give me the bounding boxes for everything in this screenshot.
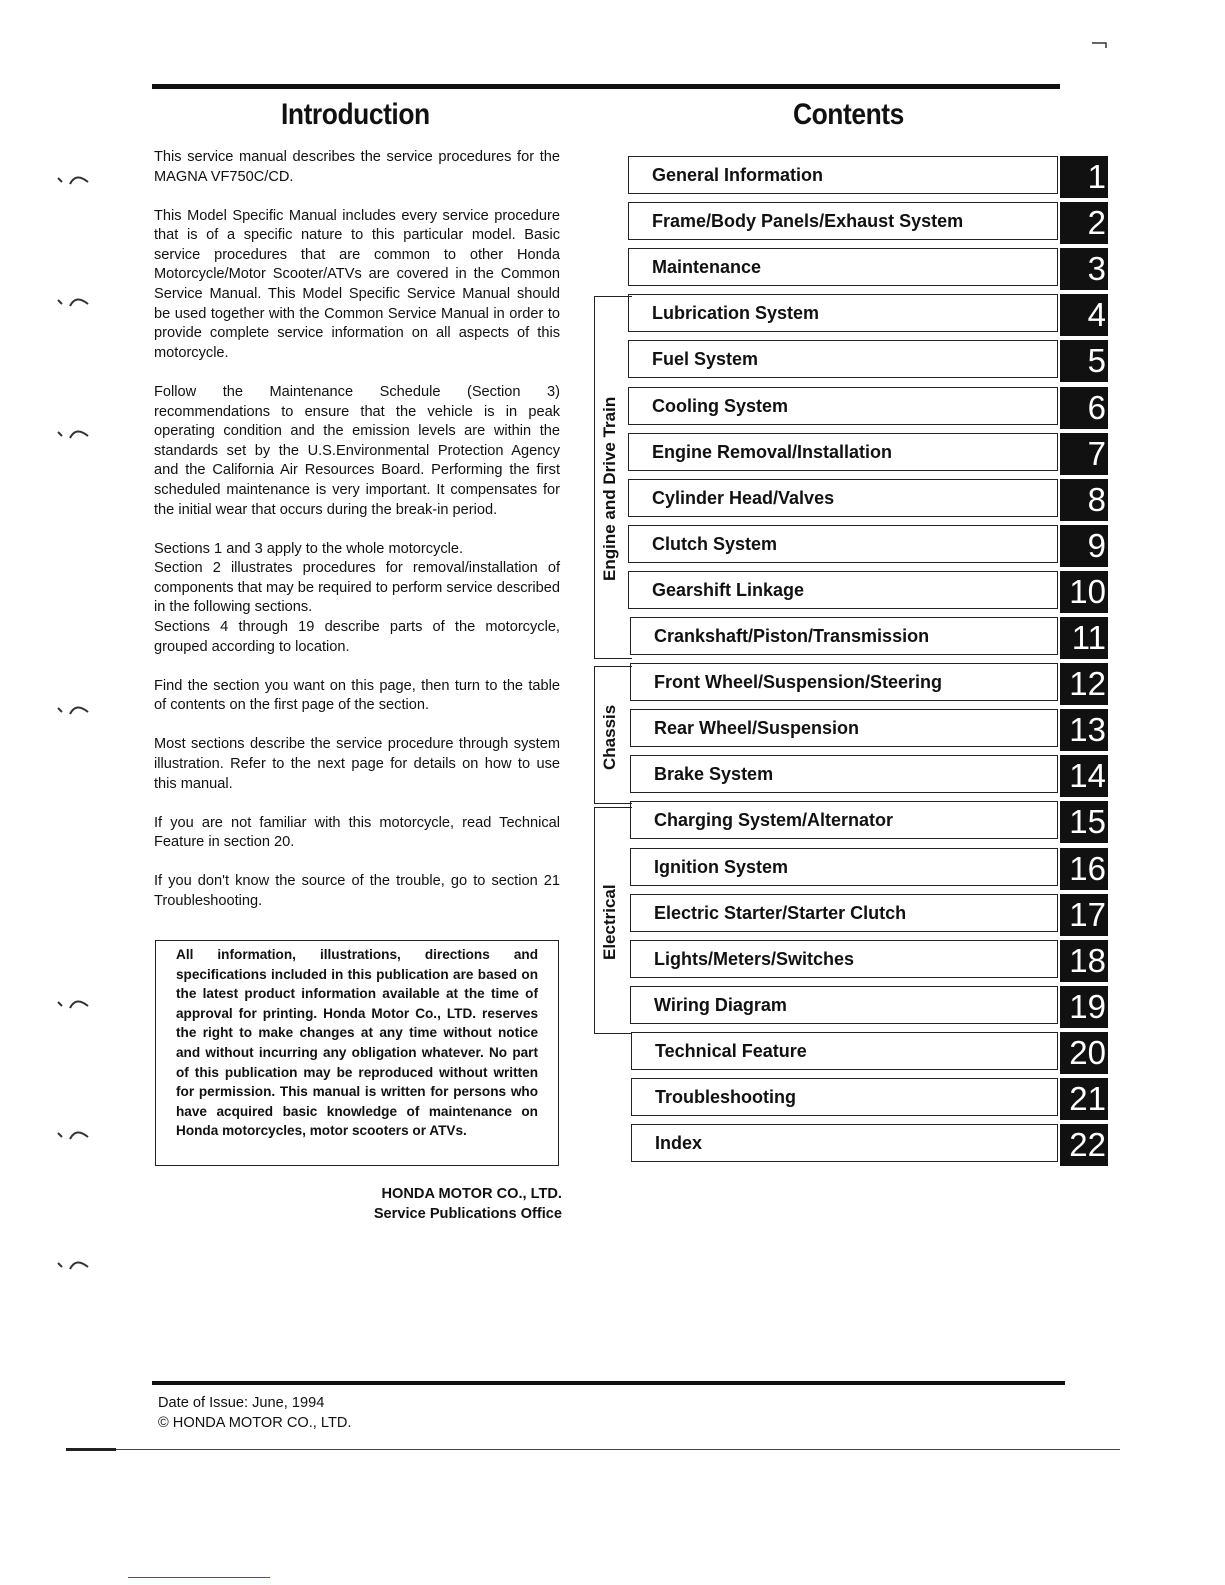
contents-item[interactable] bbox=[631, 1124, 1112, 1166]
contents-item-label: Maintenance bbox=[628, 248, 1058, 286]
contents-item[interactable] bbox=[630, 663, 1112, 705]
contents-item[interactable] bbox=[628, 156, 1112, 198]
section-number-tab: 16 bbox=[1060, 848, 1108, 890]
binding-mark-icon bbox=[56, 700, 90, 718]
group-label-electrical: Electrical bbox=[600, 884, 619, 960]
section-number-tab: 19 bbox=[1060, 986, 1108, 1028]
contents-item[interactable] bbox=[628, 340, 1112, 382]
footer-rule-accent bbox=[66, 1448, 116, 1451]
issue-date: Date of Issue: June, 1994 bbox=[158, 1395, 325, 1411]
footer bbox=[158, 1393, 351, 1433]
intro-paragraph: Section 2 illustrates procedures for removal/installation of components that may be required to perform service described in the following sections. bbox=[154, 560, 560, 616]
contents-item-label: Brake System bbox=[630, 755, 1058, 793]
publisher-office: Service Publications Office bbox=[373, 1206, 562, 1222]
intro-paragraph: This Model Specific Manual includes every service procedure that is of a specific nature to this particular model. Basic service procedures that are common to other Honda Motorcycle/Motor Scooter/ATVs are covered in the Common Service Manual. This Model Specific Service Manual should be used together with the Common Service Manual in order to provide complete service information on all aspects of this motorcycle. bbox=[154, 207, 560, 361]
section-number-tab: 1 bbox=[1060, 156, 1108, 198]
section-number-tab: 12 bbox=[1060, 663, 1108, 705]
contents-item[interactable] bbox=[630, 617, 1112, 659]
introduction-text bbox=[154, 148, 560, 931]
contents-item-label: Ignition System bbox=[630, 848, 1058, 886]
intro-paragraph: This service manual describes the service procedures for the MAGNA VF750C/CD. bbox=[154, 149, 560, 185]
contents-item[interactable] bbox=[630, 709, 1112, 751]
introduction-heading: Introduction bbox=[281, 98, 430, 131]
contents-item-label: Wiring Diagram bbox=[630, 986, 1058, 1024]
intro-paragraph: If you are not familiar with this motorcycle, read Technical Feature in section 20. bbox=[154, 814, 560, 851]
contents-item-label: Frame/Body Panels/Exhaust System bbox=[628, 202, 1058, 240]
copyright: © HONDA MOTOR CO., LTD. bbox=[158, 1415, 352, 1431]
contents-item-label: Charging System/Alternator bbox=[630, 801, 1058, 839]
contents-item-label: Front Wheel/Suspension/Steering bbox=[630, 663, 1058, 701]
corner-mark-icon bbox=[1092, 40, 1110, 48]
intro-paragraph: Most sections describe the service procedure through system illustration. Refer to the next page for details on how to use this manual. bbox=[154, 736, 560, 792]
section-number-tab: 10 bbox=[1060, 571, 1108, 613]
publisher-name: HONDA MOTOR CO., LTD. bbox=[381, 1186, 562, 1202]
contents-item-label: Rear Wheel/Suspension bbox=[630, 709, 1058, 747]
contents-item-label: Gearshift Linkage bbox=[628, 571, 1058, 609]
section-number-tab: 6 bbox=[1060, 387, 1108, 429]
contents-item[interactable] bbox=[628, 525, 1112, 567]
section-number-tab: 13 bbox=[1060, 709, 1108, 751]
contents-item-label: Clutch System bbox=[628, 525, 1058, 563]
top-rule bbox=[152, 84, 1060, 89]
contents-item[interactable] bbox=[631, 1032, 1112, 1074]
intro-paragraph: Sections 4 through 19 describe parts of the motorcycle, grouped according to location. bbox=[154, 618, 560, 655]
publisher-block bbox=[300, 1184, 562, 1224]
contents-item[interactable] bbox=[631, 1078, 1112, 1120]
section-number-tab: 15 bbox=[1060, 801, 1108, 843]
contents-item[interactable] bbox=[628, 571, 1112, 613]
footer-rule bbox=[66, 1449, 1120, 1450]
group-label-engine: Engine and Drive Train bbox=[600, 396, 619, 581]
contents-item[interactable] bbox=[628, 248, 1112, 290]
contents-item[interactable] bbox=[630, 940, 1112, 982]
contents-item-label: Cylinder Head/Valves bbox=[628, 479, 1058, 517]
binding-mark-icon bbox=[56, 424, 90, 442]
contents-item[interactable] bbox=[630, 755, 1112, 797]
section-number-tab: 3 bbox=[1060, 248, 1108, 290]
contents-item-label: Cooling System bbox=[628, 387, 1058, 425]
contents-item[interactable] bbox=[630, 848, 1112, 890]
section-number-tab: 14 bbox=[1060, 755, 1108, 797]
link-underline bbox=[128, 1577, 270, 1578]
contents-item-label: Fuel System bbox=[628, 340, 1058, 378]
contents-item[interactable] bbox=[628, 294, 1112, 336]
section-number-tab: 21 bbox=[1060, 1078, 1108, 1120]
contents-item-label: Index bbox=[631, 1124, 1058, 1162]
intro-paragraph: Sections 1 and 3 apply to the whole motorcycle. bbox=[154, 540, 464, 557]
contents-item-label: Crankshaft/Piston/Transmission bbox=[630, 617, 1058, 655]
binding-mark-icon bbox=[56, 1125, 90, 1143]
section-number-tab: 8 bbox=[1060, 479, 1108, 521]
contents-item-label: General Information bbox=[628, 156, 1058, 194]
contents-item[interactable] bbox=[630, 894, 1112, 936]
intro-paragraph: Follow the Maintenance Schedule (Section 3) recommendations to ensure that the vehicle is in peak operating condition and the emission levels are within the standards set by the U.S.Environmental Protection Agency and the California Air Resources Board. Performing the first scheduled maintenance is very important. It compensates for the initial wear that occurs during the break-in period. bbox=[154, 383, 560, 518]
section-number-tab: 2 bbox=[1060, 202, 1108, 244]
binding-mark-icon bbox=[56, 994, 90, 1012]
binding-mark-icon bbox=[56, 170, 90, 188]
contents-item-label: Technical Feature bbox=[631, 1032, 1058, 1070]
contents-item-label: Engine Removal/Installation bbox=[628, 433, 1058, 471]
section-number-tab: 22 bbox=[1060, 1124, 1108, 1166]
group-label-chassis: Chassis bbox=[600, 704, 619, 770]
section-number-tab: 5 bbox=[1060, 340, 1108, 382]
contents-item[interactable] bbox=[630, 801, 1112, 843]
contents-item[interactable] bbox=[628, 433, 1112, 475]
section-number-tab: 4 bbox=[1060, 294, 1108, 336]
contents-item-label: Troubleshooting bbox=[631, 1078, 1058, 1116]
contents-item[interactable] bbox=[628, 202, 1112, 244]
contents-item[interactable] bbox=[628, 479, 1112, 521]
contents-item[interactable] bbox=[630, 986, 1112, 1028]
section-number-tab: 9 bbox=[1060, 525, 1108, 567]
contents-item-label: Lubrication System bbox=[628, 294, 1058, 332]
section-number-tab: 18 bbox=[1060, 940, 1108, 982]
section-number-tab: 20 bbox=[1060, 1032, 1108, 1074]
intro-paragraph: If you don't know the source of the trouble, go to section 21 Troubleshooting. bbox=[154, 873, 560, 909]
section-number-tab: 17 bbox=[1060, 894, 1108, 936]
contents-item-label: Electric Starter/Starter Clutch bbox=[630, 894, 1058, 932]
binding-mark-icon bbox=[56, 292, 90, 310]
section-number-tab: 11 bbox=[1060, 617, 1108, 659]
contents-item-label: Lights/Meters/Switches bbox=[630, 940, 1058, 978]
bottom-rule bbox=[152, 1381, 1065, 1385]
notice-box: All information, illustrations, directions and specifications included in this publication are based on the latest product information available at the time of approval for printing. Honda Motor Co., LTD. reserves the right to make changes at any time without notice and without incurring any obligation whatever. No part of this publication may be reproduced without written for permission. This manual is written for persons who have acquired basic knowledge of maintenance on Honda motorcycles, motor scooters or ATVs. bbox=[155, 940, 559, 1166]
section-number-tab: 7 bbox=[1060, 433, 1108, 475]
contents-item[interactable] bbox=[628, 387, 1112, 429]
contents-heading: Contents bbox=[793, 98, 904, 131]
intro-paragraph: Find the section you want on this page, then turn to the table of contents on the first page of the section. bbox=[154, 677, 560, 714]
binding-mark-icon bbox=[56, 1255, 90, 1273]
